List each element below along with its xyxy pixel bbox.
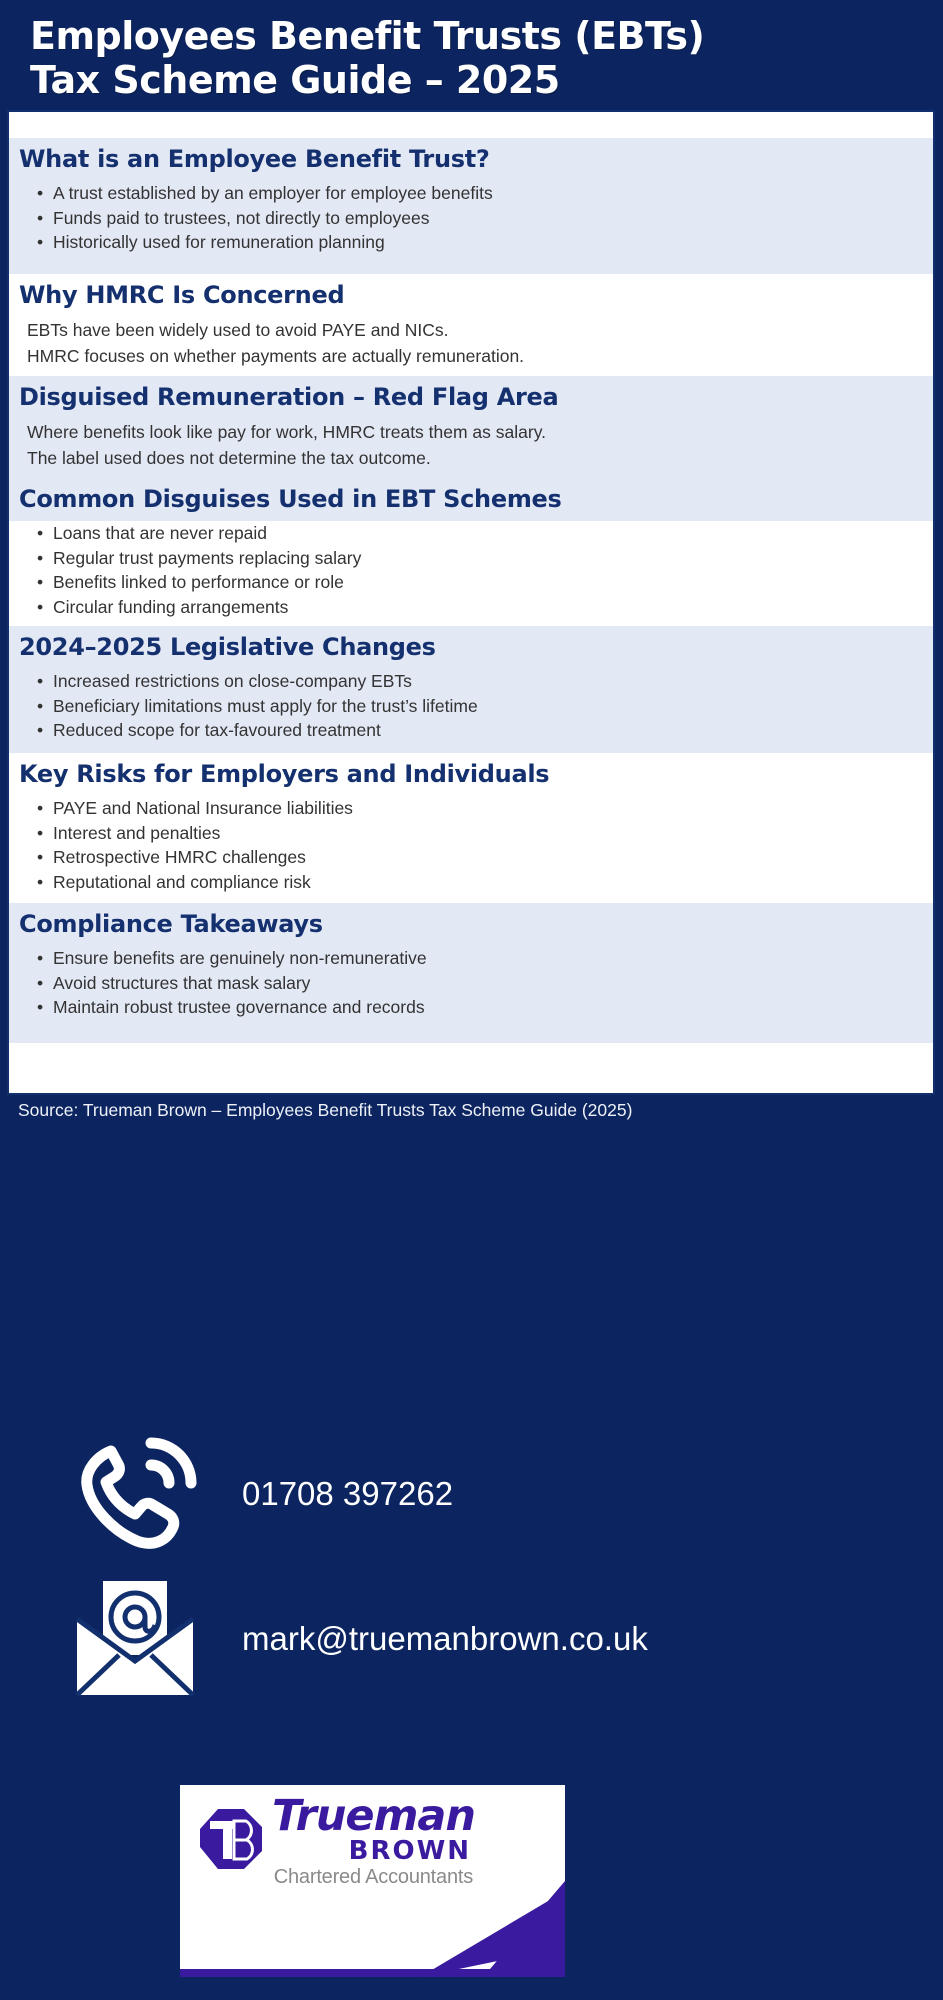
title-line-2: Tax Scheme Guide – 2025 bbox=[30, 58, 560, 102]
section-legislative-changes bbox=[9, 626, 933, 753]
list-item: • Interest and penalties bbox=[37, 821, 933, 846]
list-item: • Maintain robust trustee governance and records bbox=[37, 995, 933, 1020]
section-what-is-an-ebt bbox=[9, 138, 933, 274]
phone-icon bbox=[60, 1435, 210, 1553]
title-line-1: Employees Benefit Trusts (EBTs) bbox=[30, 14, 705, 58]
section-bullet-list bbox=[19, 796, 933, 894]
list-item: • Reputational and compliance risk bbox=[37, 870, 933, 895]
section-heading: Compliance Takeaways bbox=[19, 910, 323, 938]
list-item: • Benefits linked to performance or role bbox=[37, 570, 933, 595]
content-panel bbox=[7, 110, 935, 1095]
section-heading: 2024–2025 Legislative Changes bbox=[19, 633, 436, 661]
section-heading: What is an Employee Benefit Trust? bbox=[19, 145, 490, 173]
list-item: • Regular trust payments replacing salary bbox=[37, 546, 933, 571]
email-icon bbox=[60, 1575, 210, 1703]
list-item: • Funds paid to trustees, not directly to employees bbox=[37, 206, 933, 231]
section-paragraph-line: Where benefits look like pay for work, HMRC treats them as salary. bbox=[27, 422, 547, 442]
section-heading: Disguised Remuneration – Red Flag Area bbox=[19, 383, 559, 411]
section-heading: Why HMRC Is Concerned bbox=[19, 281, 345, 309]
list-item: • Increased restrictions on close-company EBTs bbox=[37, 669, 933, 694]
section-compliance-takeaways bbox=[9, 903, 933, 1043]
section-common-disguises-items bbox=[9, 521, 933, 626]
contact-phone-row bbox=[60, 1435, 453, 1553]
list-item: • Ensure benefits are genuinely non-remunerative bbox=[37, 946, 933, 971]
logo-name-top: Trueman bbox=[272, 1791, 476, 1841]
section-bullet-list bbox=[19, 181, 933, 255]
section-disguised-remuneration bbox=[9, 376, 933, 478]
source-attribution: Source: Trueman Brown – Employees Benefit Trusts Tax Scheme Guide (2025) bbox=[18, 1100, 633, 1120]
section-heading: Common Disguises Used in EBT Schemes bbox=[19, 485, 562, 513]
panel-top-spacer bbox=[9, 112, 933, 138]
logo-swoosh-graphic bbox=[180, 1881, 565, 1977]
contact-email-row bbox=[60, 1575, 648, 1703]
list-item: • Retrospective HMRC challenges bbox=[37, 845, 933, 870]
page-title bbox=[0, 0, 943, 102]
list-item: • Loans that are never repaid bbox=[37, 521, 933, 546]
list-item: • Avoid structures that mask salary bbox=[37, 971, 933, 996]
section-bullet-list bbox=[19, 669, 933, 743]
section-common-disguises-heading-band bbox=[9, 478, 933, 521]
section-paragraph-line: EBTs have been widely used to avoid PAYE and NICs. bbox=[27, 320, 449, 340]
logo-name-bottom: BROWN bbox=[348, 1836, 472, 1866]
section-bullet-list bbox=[19, 521, 933, 619]
section-heading: Key Risks for Employers and Individuals bbox=[19, 760, 550, 788]
section-bullet-list bbox=[19, 946, 933, 1020]
list-item: • PAYE and National Insurance liabilities bbox=[37, 796, 933, 821]
email-address[interactable]: mark@truemanbrown.co.uk bbox=[242, 1620, 648, 1657]
section-why-hmrc-is-concerned bbox=[9, 274, 933, 376]
list-item: • Beneficiary limitations must apply for the trust’s lifetime bbox=[37, 694, 933, 719]
company-logo bbox=[180, 1785, 565, 1977]
section-key-risks bbox=[9, 753, 933, 903]
logo-tagline: Chartered Accountants bbox=[273, 1866, 474, 1888]
section-paragraph-line: HMRC focuses on whether payments are actually remuneration. bbox=[27, 346, 525, 366]
list-item: • Reduced scope for tax-favoured treatment bbox=[37, 718, 933, 743]
phone-number[interactable]: 01708 397262 bbox=[242, 1475, 454, 1512]
list-item: • A trust established by an employer for employee benefits bbox=[37, 181, 933, 206]
panel-bottom-spacer bbox=[9, 1043, 933, 1095]
tb-monogram-icon bbox=[198, 1807, 264, 1878]
list-item: • Circular funding arrangements bbox=[37, 595, 933, 620]
list-item: • Historically used for remuneration planning bbox=[37, 230, 933, 255]
section-paragraph-line: The label used does not determine the tax outcome. bbox=[27, 448, 431, 468]
